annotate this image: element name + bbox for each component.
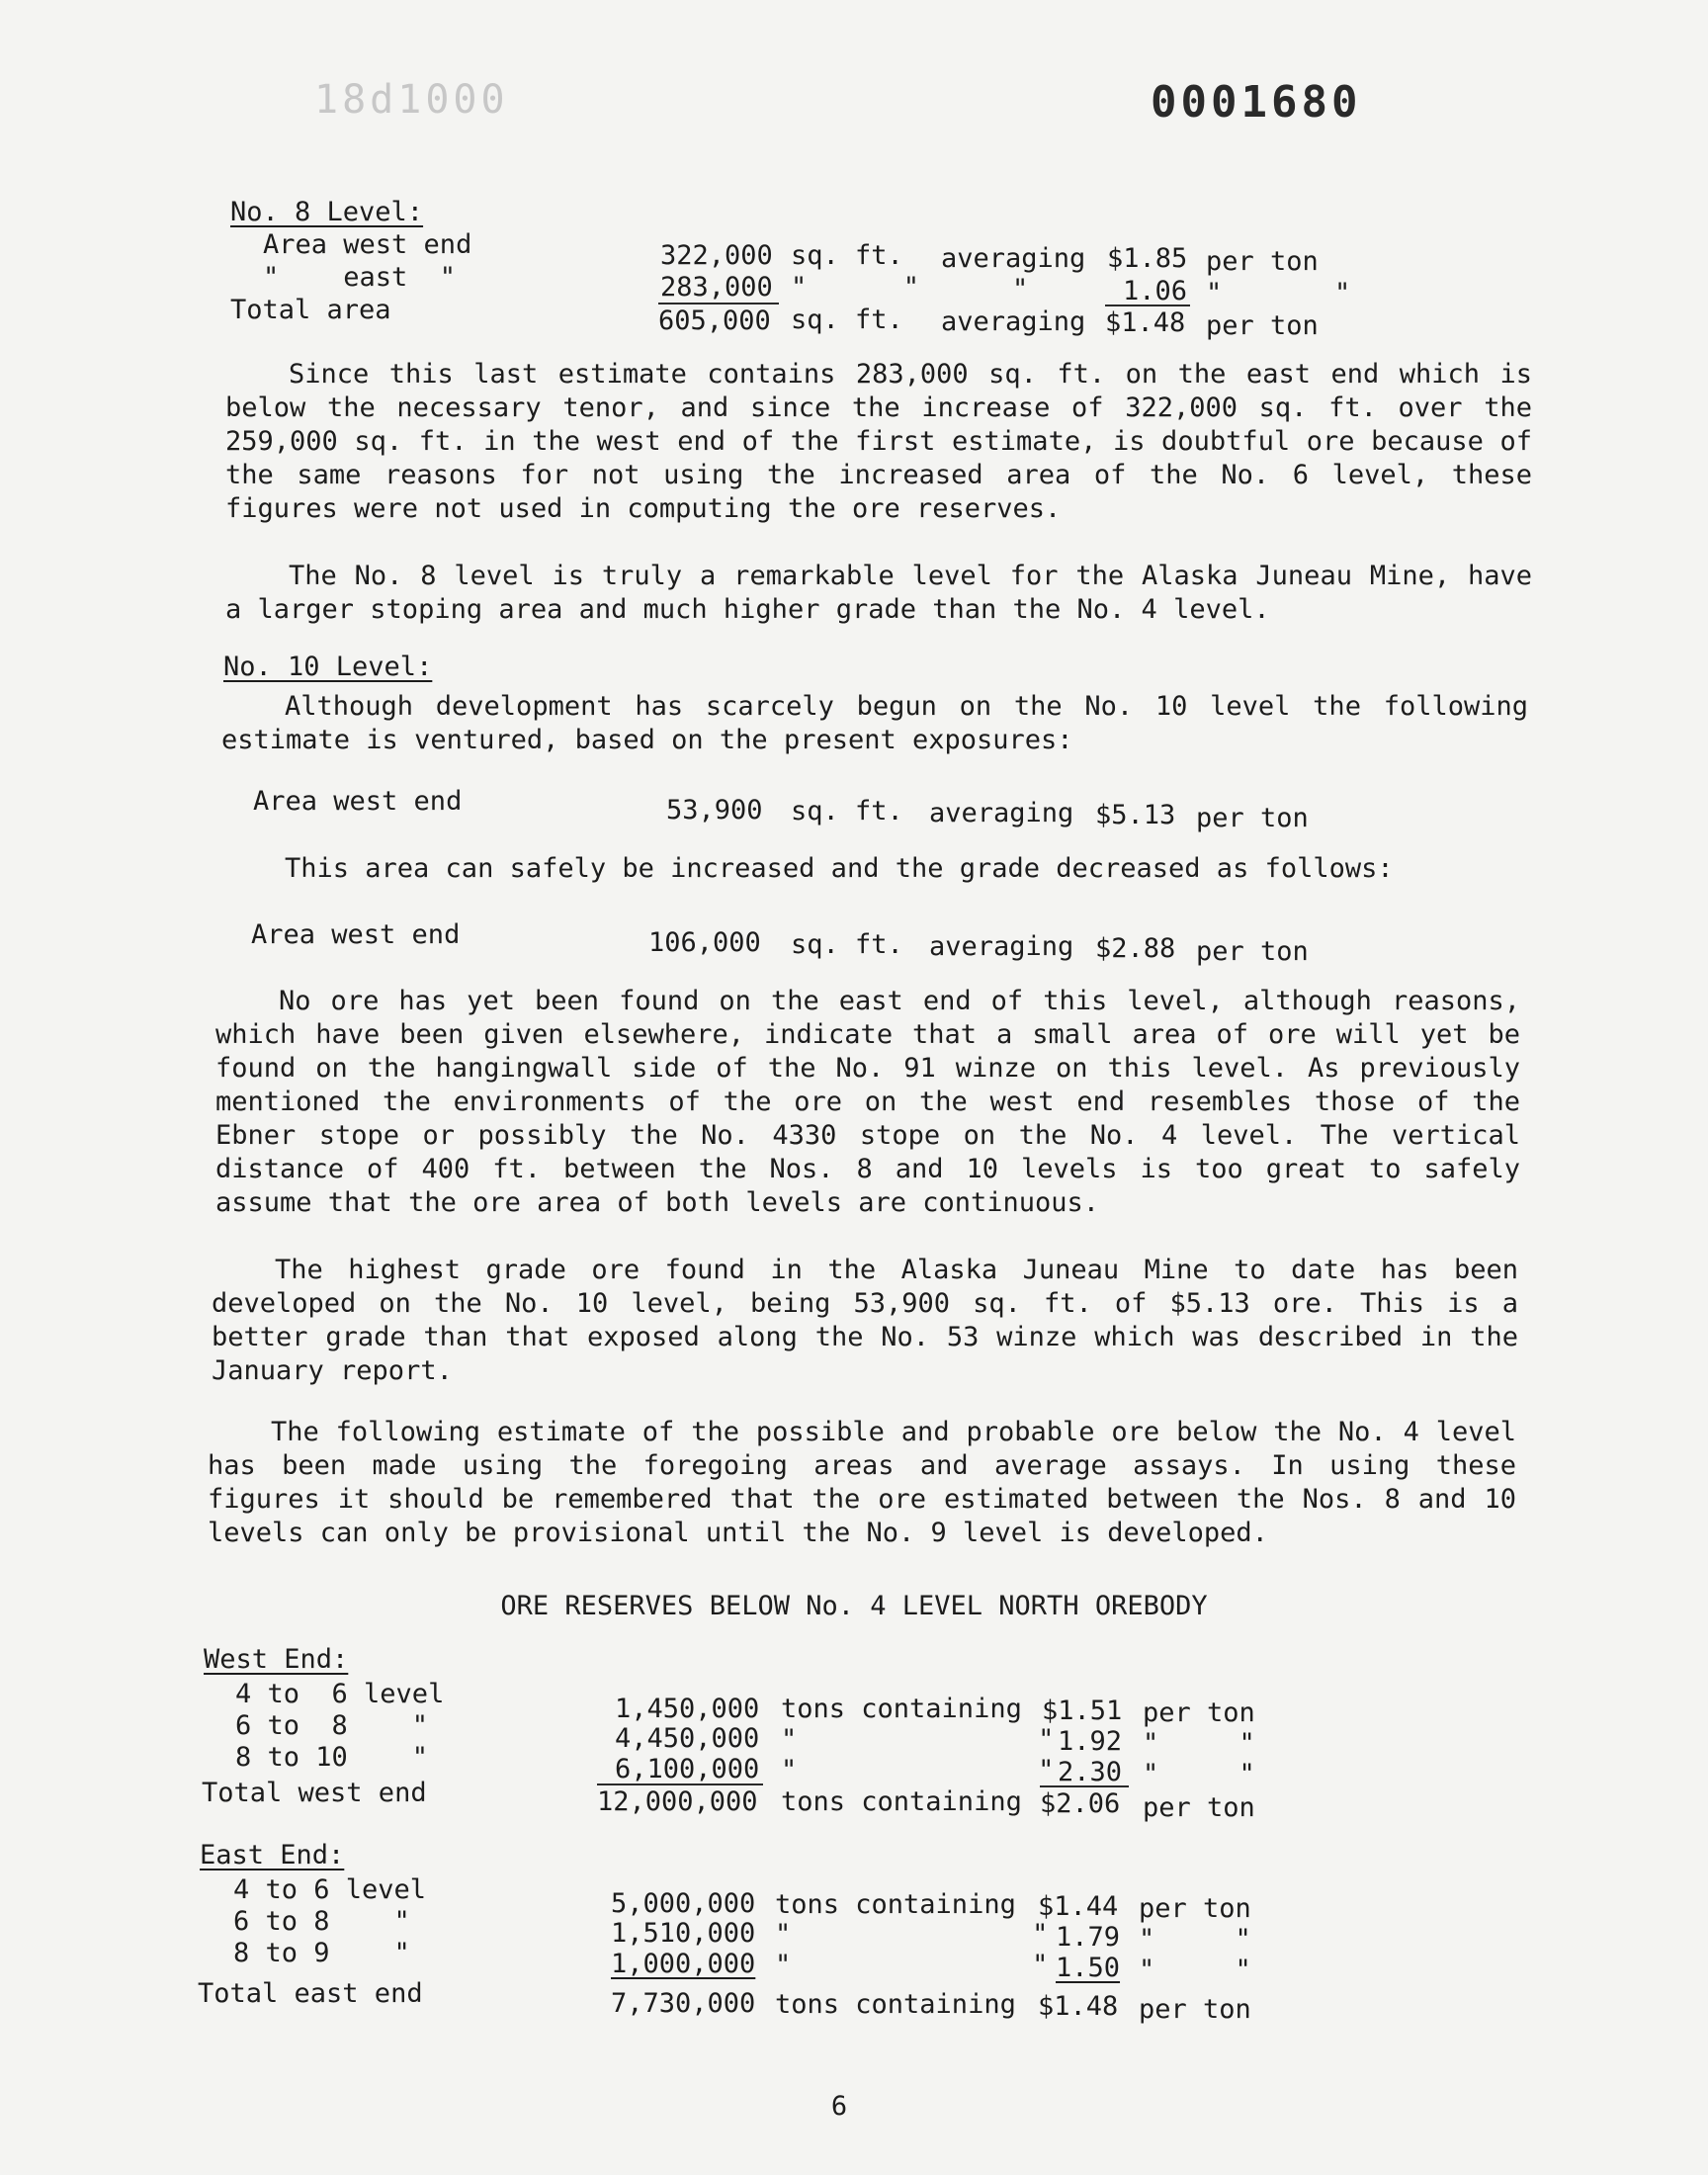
- east-total-label: Total east end: [198, 1978, 423, 2009]
- faint-stamp-number: 18d1000: [314, 77, 509, 123]
- level8-row1-unit: sq. ft.: [791, 240, 903, 271]
- level8-row2-area: 283,000: [660, 272, 773, 303]
- west-total-per: per ton: [1143, 1792, 1255, 1823]
- west-total-label: Total west end: [202, 1778, 427, 1808]
- west-total-value: $2.06: [1040, 1785, 1129, 1821]
- west-total-unit: tons containing: [781, 1786, 1022, 1817]
- paragraph-6: [212, 1254, 1518, 1388]
- paragraph-6-text: The highest grade ore found in the Alaska Juneau Mine to date has been developed on the No. 10 level, being 53,900 sq. ft. of $5.13 ore. This is a better grade than that exposed along the No. 53 winze which was described in the January report.: [212, 1255, 1518, 1386]
- east-total-tons: 7,730,000: [611, 1988, 756, 2019]
- east-row2-label: 6 to 8 ": [233, 1906, 410, 1937]
- west-row1-value: $1.51: [1042, 1696, 1123, 1726]
- level10-row1-label: Area west end: [253, 786, 463, 817]
- west-row2-per: " ": [1143, 1728, 1255, 1759]
- level8-row2-unit: " ": [791, 272, 920, 303]
- level8-total-value: $1.48: [1105, 304, 1190, 340]
- paragraph-3-text: Although development has scarcely begun on the No. 10 level the following estimate is ventured, based on the present exposures:: [221, 691, 1528, 755]
- east-row2-unit: " ": [775, 1919, 1049, 1950]
- west-end-heading: West End:: [204, 1644, 349, 1675]
- level8-row1-value: $1.85: [1107, 243, 1188, 274]
- paragraph-2: [225, 560, 1532, 627]
- level10-row2-value: $2.88: [1095, 933, 1176, 964]
- level8-row2-word: ": [1012, 274, 1029, 304]
- east-row1-per: per ton: [1139, 1893, 1251, 1924]
- level8-total-unit: sq. ft.: [791, 304, 903, 335]
- west-row3-value: 2.30: [1058, 1757, 1123, 1787]
- level8-total-label: Total area: [230, 295, 391, 325]
- east-total-value: $1.48: [1038, 1991, 1119, 2022]
- east-row3-unit: " ": [775, 1950, 1049, 1980]
- east-row2-per: " ": [1139, 1924, 1251, 1955]
- level10-row1-value: $5.13: [1095, 800, 1176, 830]
- west-total-tons: 12,000,000: [597, 1784, 763, 1819]
- level8-row2-label: " east ": [263, 262, 457, 293]
- level8-row2-value: 1.06: [1123, 276, 1188, 306]
- level8-total-per: per ton: [1206, 310, 1319, 341]
- west-row2-unit: " ": [781, 1724, 1055, 1755]
- paragraph-7: [208, 1416, 1516, 1550]
- reserves-title: ORE RESERVES BELOW No. 4 LEVEL NORTH OREBODY: [500, 1591, 1208, 1621]
- level10-row1-unit: sq. ft.: [791, 796, 903, 826]
- level8-total-word: averaging: [941, 306, 1086, 337]
- page-number: 6: [830, 2091, 848, 2122]
- east-row3-value: 1.50: [1056, 1953, 1121, 1983]
- paragraph-1-text: Since this last estimate contains 283,000 sq. ft. on the east end which is below the necessary tenor, and since the increase of 322,000 sq. ft. over the 259,000 sq. ft. in the west end of the first estimate, is doubtful ore because of the same reasons for not using the increased area of the No. 6 level, these figures were not used in computing the ore reserves.: [225, 359, 1532, 524]
- west-row3-label: 8 to 10 ": [235, 1742, 429, 1773]
- west-row3-per: " ": [1143, 1759, 1255, 1789]
- level10-row2-per: per ton: [1196, 936, 1309, 967]
- level8-row1-area: 322,000: [660, 240, 773, 271]
- paragraph-5-text: No ore has yet been found on the east end of this level, although reasons, which have been given elsewhere, indicate that a small area of ore will yet be found on the hangingwall side of the No. 91 winze on this level. As previously mentioned the environments of the ore on the west end resembles those of the Ebner stope or possibly the No. 4330 stope on the No. 4 level. The vertical distance of 400 ft. between the Nos. 8 and 10 levels is too great to safely assume that the ore area of both levels are continuous.: [215, 986, 1520, 1218]
- level8-row1-label: Area west end: [263, 229, 472, 260]
- east-row1-unit: tons containing: [775, 1889, 1016, 1920]
- level10-row2-label: Area west end: [251, 919, 461, 950]
- level8-total-area: 605,000: [658, 303, 779, 338]
- level10-row2-unit: sq. ft.: [791, 929, 903, 960]
- paragraph-3: [221, 690, 1528, 757]
- level10-heading: No. 10 Level:: [223, 652, 433, 682]
- level10-row1-word: averaging: [929, 798, 1074, 828]
- level8-row2-per: " ": [1206, 278, 1351, 308]
- west-row2-tons: 4,450,000: [615, 1723, 760, 1754]
- east-total-unit: tons containing: [775, 1989, 1016, 2020]
- west-row3-tons: 6,100,000: [615, 1754, 760, 1784]
- west-row1-unit: tons containing: [781, 1694, 1022, 1724]
- east-row1-tons: 5,000,000: [611, 1888, 756, 1919]
- east-row1-value: $1.44: [1038, 1891, 1119, 1922]
- east-total-per: per ton: [1139, 1994, 1251, 2025]
- west-row3-unit: " ": [781, 1755, 1055, 1785]
- east-row3-per: " ": [1139, 1955, 1251, 1985]
- west-row2-label: 6 to 8 ": [235, 1710, 429, 1741]
- level10-row2-area: 106,000: [648, 927, 761, 958]
- west-row1-label: 4 to 6 level: [235, 1679, 445, 1709]
- level10-row1-area: 53,900: [666, 795, 763, 826]
- paragraph-4: [285, 852, 1530, 886]
- level8-heading: No. 8 Level:: [230, 197, 424, 227]
- west-row1-per: per ton: [1143, 1697, 1255, 1728]
- level10-row2-word: averaging: [929, 931, 1074, 962]
- east-row2-value: 1.79: [1056, 1922, 1121, 1953]
- east-end-heading: East End:: [200, 1840, 345, 1870]
- west-row2-value: 1.92: [1058, 1726, 1123, 1757]
- level8-row1-word: averaging: [941, 243, 1086, 274]
- east-row3-tons: 1,000,000: [611, 1949, 756, 1979]
- paragraph-5: [215, 985, 1520, 1220]
- east-row3-label: 8 to 9 ": [233, 1938, 410, 1968]
- east-row2-tons: 1,510,000: [611, 1918, 756, 1949]
- paragraph-1: [225, 358, 1532, 526]
- west-row1-tons: 1,450,000: [615, 1694, 760, 1724]
- document-number: 0001680: [1151, 77, 1362, 128]
- east-row1-label: 4 to 6 level: [233, 1874, 427, 1905]
- paragraph-4-text: This area can safely be increased and the grade decreased as follows:: [285, 853, 1394, 884]
- level8-row1-per: per ton: [1206, 246, 1319, 277]
- paragraph-2-text: The No. 8 level is truly a remarkable level for the Alaska Juneau Mine, have a larger stoping area and much higher grade than the No. 4 level.: [225, 561, 1532, 625]
- level10-row1-per: per ton: [1196, 803, 1309, 833]
- paragraph-7-text: The following estimate of the possible and probable ore below the No. 4 level has been made using the foregoing areas and average assays. In using these figures it should be remembered that the ore estimated between the Nos. 8 and 10 levels can only be provisional until the No. 9 level is developed.: [208, 1417, 1516, 1548]
